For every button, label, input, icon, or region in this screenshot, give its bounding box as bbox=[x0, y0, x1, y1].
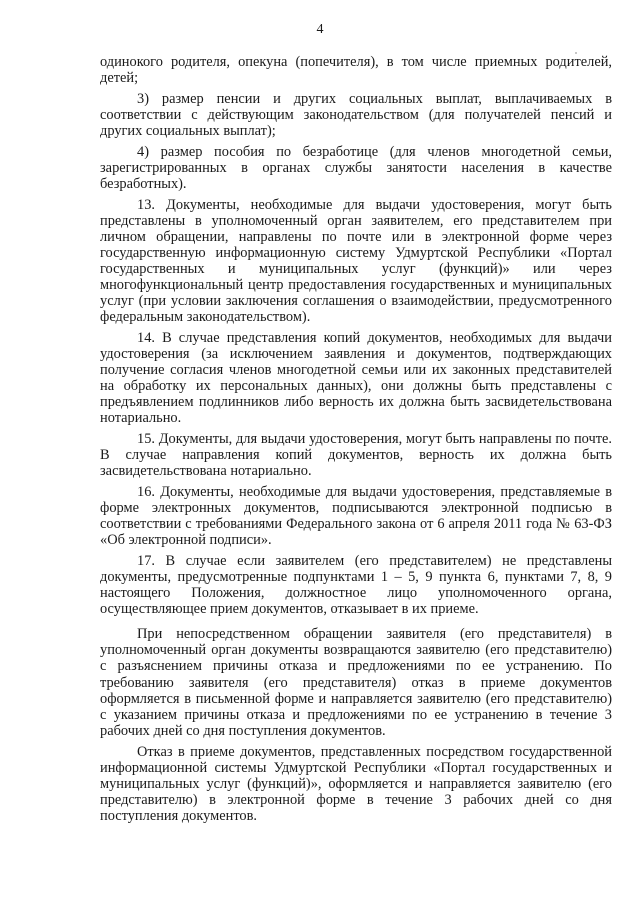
paragraph-16: 16. Документы, необходимые для выдачи удостоверения, представляемые в форме электронных документов, подписываются электронной подписью в соответствии с требованиями Федерального закона от 6 апреля 2011 года № 63-ФЗ «Об электронной подписи». bbox=[100, 483, 612, 549]
paragraph-15: 15. Документы, для выдачи удостоверения, могут быть направлены по почте. В случае направления копий документов, верность их должна быть засвидетельствована нотариально. bbox=[100, 431, 612, 480]
paragraph-item-4: 4) размер пособия по безработице (для членов многодетной семьи, зарегистрированных в органах службы занятости населения в качестве безработных). bbox=[100, 143, 612, 192]
paragraph-14: 14. В случае представления копий документов, необходимых для выдачи удостоверения (за исключением заявления и документов, подтверждающих получение согласия членов многодетной семьи или их законных представителей на обработку их персональных данных), они должны быть представлены с предъявлением подлинников либо верность их должна быть засвидетельствована нотариально. bbox=[100, 329, 612, 427]
document-body bbox=[100, 54, 612, 829]
paragraph-17-electronic-refusal: Отказ в приеме документов, представленных посредством государственной информационной системы Удмуртской Республики «Портал государственных и муниципальных услуг (функций)», оформляется и направляется заявителю (его представителю) в электронной форме в течение 3 рабочих дней со дня поступления документов. bbox=[100, 743, 612, 824]
paragraph-13: 13. Документы, необходимые для выдачи удостоверения, могут быть представлены в уполномоченный орган заявителем, его представителем при личном обращении, направлены по почте или в электронной форме через государственную информационную систему Удмуртской Республики «Портал государственных и муниципальных услуг (функций)» или через многофункциональный центр предоставления государственных и муниципальных услуг (при условии заключения соглашения о взаимодействии, предусмотренного федеральным законодательством). bbox=[100, 196, 612, 326]
paragraph-17: 17. В случае если заявителем (его представителем) не представлены документы, предусмотренные подпунктами 1 – 5, 9 пункта 6, пунктами 7, 8, 9 настоящего Положения, должностное лицо уполномоченного органа, осуществляющее прием документов, отказывает в их приеме. bbox=[100, 552, 612, 618]
paragraph-item-3: 3) размер пенсии и других социальных выплат, выплачиваемых в соответствии с действующим законодательством (для получателей пенсий и других социальных выплат); bbox=[100, 90, 612, 139]
paragraph-17-direct-appeal: При непосредственном обращении заявителя (его представителя) в уполномоченный орган документы возвращаются заявителю (его представителю) с разъяснением причины отказа и предложениями по ее устранению. По требованию заявителя (его представителя) отказ в приеме документов оформляется в письменной форме и направляется заявителю (его представителю) с указанием причины отказа и предложениями по ее устранению в течение 3 рабочих дней со дня поступления документов. bbox=[100, 626, 612, 739]
page-number: 4 bbox=[316, 22, 324, 37]
paragraph-continuation: одинокого родителя, опекуна (попечителя), в том числе приемных родителей, детей; bbox=[100, 54, 612, 87]
